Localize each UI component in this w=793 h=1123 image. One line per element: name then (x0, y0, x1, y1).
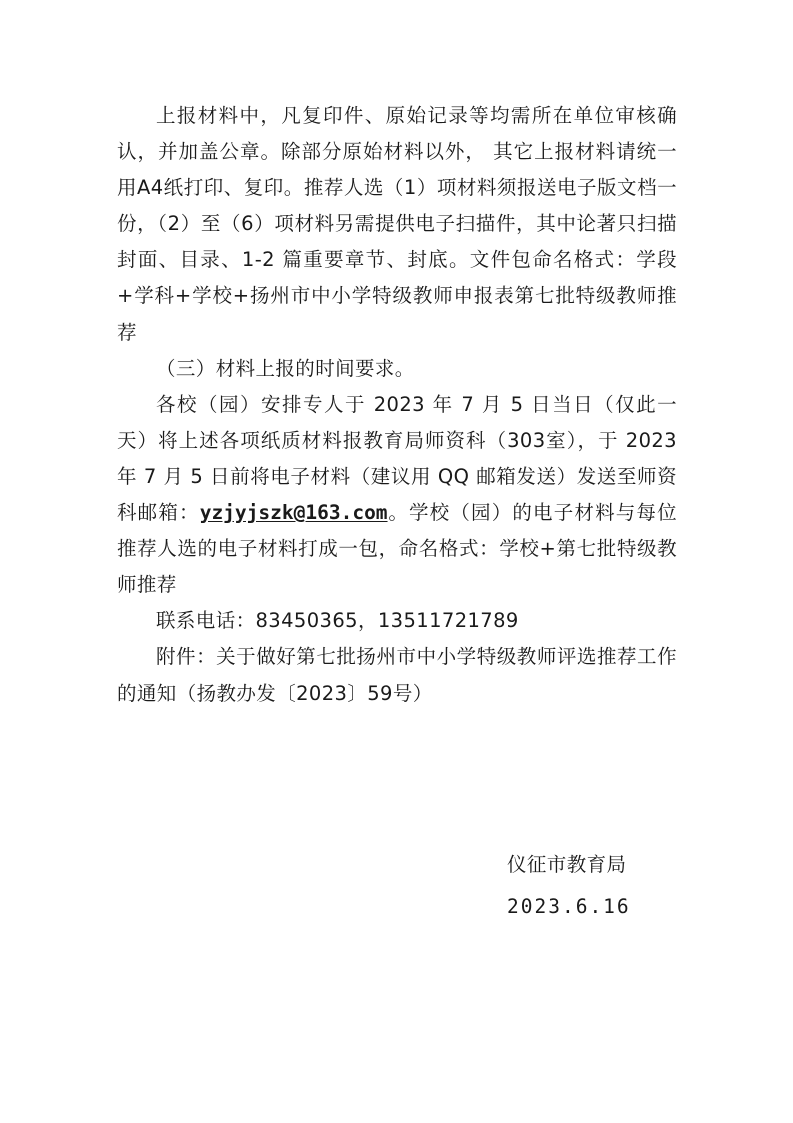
section-heading-text: （三）材料上报的时间要求。 (156, 356, 415, 380)
paragraph-text: 上报材料中，凡复印件、原始记录等均需所在单位审核确认，并加盖公章。除部分原始材料以外， 其它上报材料请统一用A4纸打印、复印。推荐人选（1）项材料须报送电子版文档一份，（2）至（6）项材料另需提供电子扫描件，其中论著只扫描封面、目录、1-2 篇重要章节、封底。文件包命名格式：学段+学科+学校+扬州市中小学特级教师申报表第七批特级教师推荐 (117, 104, 677, 344)
paragraph-text-after-email: 。学校（园）的电子材料与每位推荐人选的电子材料打成一包，命名格式：学校+第七批特级教师推荐 (117, 501, 677, 597)
signature-date: 2023.6.16 (507, 895, 631, 918)
email-link[interactable]: yzjyjszk@163.com (199, 501, 388, 525)
paragraph-section-heading (117, 351, 677, 387)
paragraph-contact-phone (117, 603, 677, 639)
paragraph-attachment (117, 639, 677, 711)
contact-phone-text: 联系电话：83450365，13511721789 (156, 609, 519, 633)
document-body (117, 98, 677, 712)
attachment-text: 附件：关于做好第七批扬州市中小学特级教师评选推荐工作的通知（扬教办发〔2023〕59号） (117, 645, 677, 705)
paragraph-text-before-email: 各校（园）安排专人于 2023 年 7 月 5 日当日（仅此一天）将上述各项纸质材料报教育局师资科（303室），于 2023 年 7 月 5 日前将电子材料（建议用 QQ 邮箱发送）发送至师资科邮箱： (117, 392, 677, 525)
paragraph-material-requirements (117, 98, 677, 351)
paragraph-submission-time (117, 387, 677, 604)
signature-organization: 仪征市教育局 (507, 853, 627, 876)
